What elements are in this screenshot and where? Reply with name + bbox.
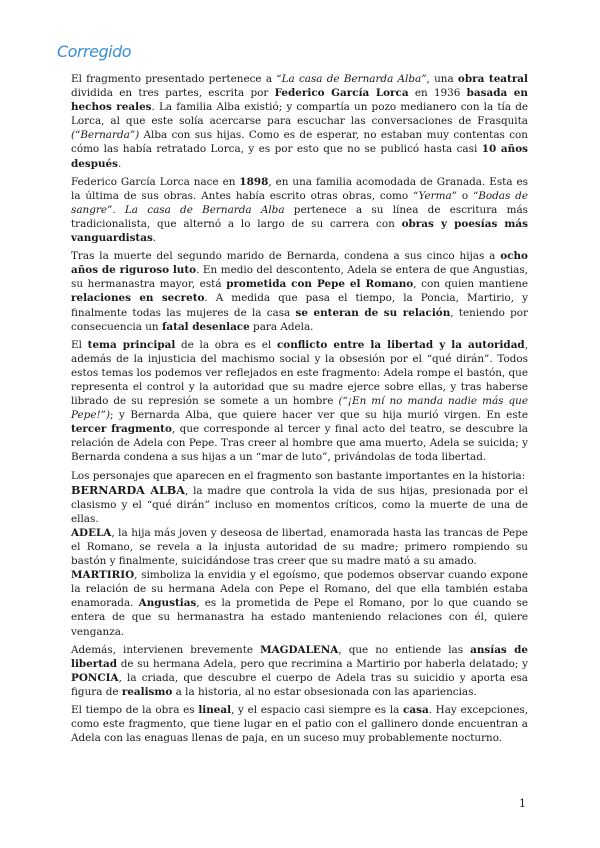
bold-text: ansías de libertad [71, 643, 528, 670]
text-run: . [152, 232, 157, 245]
bold-text: basada en hechos reales [71, 87, 528, 114]
text-run: Alba con sus hijas. Como es de esperar, no estaban muy contentas con cómo las había retratado Lorca, y es por esto que no se publicó hasta casi [71, 129, 528, 156]
text-run: , teniendo por consecuencia un [71, 306, 528, 333]
bold-text: conflicto entre la libertad y la autoridad [276, 338, 525, 351]
bold-text: fatal desenlace [161, 320, 250, 333]
italic-text: (“¡En mí no manda nadie más que Pepe!”) [71, 395, 528, 422]
bold-text: realismo [121, 685, 173, 698]
text-run: , además de la injusticia del machismo social y la obsesión por el “qué dirán”. Todos estos temas los podemos ver reflejados en este fragmento: Adela rompe el bastón, que representa el control y la autoridad que su madre ejerce sobre ellas, y tras haberse librado de su represión se somete a un hombre [71, 338, 529, 408]
text-run: ; y Bernarda Alba, que quiere hacer ver que su hija murió virgen. En este [110, 409, 528, 422]
italic-text: La casa de Bernarda Alba [124, 203, 285, 216]
italic-text: “Yerma” [412, 189, 457, 202]
bold-text: se enteran de su relación [295, 306, 451, 319]
text-run: El fragmento presentado pertenece a [71, 73, 277, 85]
paragraph [71, 249, 528, 334]
text-run: dividida en tres partes, escrita por [71, 87, 275, 100]
bold-text: relaciones en secreto [71, 292, 205, 305]
bold-text: prometida con Pepe el Romano [226, 278, 414, 291]
bold-text: MARTIRIO [71, 569, 135, 582]
text-run: . A medida que pasa el tiempo, la Poncia, Martirio, y finalmente todas las mujeres de la casa [71, 292, 528, 319]
paragraph [71, 175, 528, 245]
bold-text: Federico García Lorca [274, 87, 409, 100]
bold-text: obra teatral [457, 73, 528, 85]
document-body [71, 72, 528, 749]
text-run: , la hija más joven y deseosa de libertad, enamorada hasta las trancas de Pepe el Romano, se revela a la injusta autoridad de su madre; primero rompiendo su bastón y finalmente, suicidándose tras creer que su madre mató a su amado. [71, 526, 528, 568]
italic-text: “Bodas de sangre” [71, 189, 528, 216]
text-run: Los personajes que aparecen en el fragmento son bastante importantes en la historia: [71, 469, 526, 482]
bold-text: Angustias [138, 597, 197, 610]
bold-text: 1898 [239, 175, 269, 188]
text-run: , con quien mantiene [413, 278, 528, 291]
bold-text: obras y poesías más vanguardistas [71, 217, 529, 245]
text-run: , y el espacio casi siempre es la [231, 704, 404, 717]
text-run: en 1936 [408, 87, 467, 100]
text-run: . Hay excepciones, como este fragmento, que tiene lugar en el patio con el gallinero donde encuentran a Adela con las enaguas llenas de paja, en un suceso muy probablemente nocturno. [71, 704, 528, 745]
paragraph [71, 643, 528, 699]
bold-text: tercer fragmento [71, 423, 172, 436]
text-run: El [71, 338, 88, 351]
paragraph [71, 568, 528, 638]
paragraph [71, 703, 528, 745]
text-run: Federico García Lorca nace en [71, 175, 240, 188]
text-run: , que no entiende las [338, 643, 471, 656]
bold-text: PONCIA [71, 671, 119, 684]
text-run: para Adela. [249, 320, 314, 333]
text-run: de la obra es el [175, 338, 277, 351]
bold-text: MAGDALENA [260, 643, 339, 656]
text-run: . [118, 157, 122, 170]
text-run: Además, intervienen brevemente [71, 643, 261, 656]
corregido-stamp: Corregido [57, 42, 132, 61]
bold-text: lineal [198, 704, 232, 717]
text-run: , la criada, que descubre el cuerpo de Adela tras su suicidio y aporta esa figura de [71, 671, 528, 698]
bold-text: BERNARDA ALBA [71, 482, 185, 497]
text-run: Tras la muerte del segundo marido de Bernarda, condena a sus cinco hijas a [71, 250, 501, 263]
page-number: 1 [519, 797, 526, 810]
text-run: , simboliza la envidia y el egoísmo, que podemos observar cuando expone la relación de su hermana Adela con Pepe el Romano, del que ella también estaba enamorada. [71, 569, 528, 610]
text-run: . En medio del descontento, Adela se entera de que Angustias, su hermanastra mayor, está [71, 264, 528, 291]
italic-text: “La casa de Bernarda Alba” [276, 73, 427, 85]
bold-text: casa [403, 704, 429, 717]
text-run: , es la prometida de Pepe el Romano, por lo que cuando se entera de que su hermanastra ha estado manteniendo relaciones con él, quiere venganza. [71, 597, 528, 638]
text-run: , una [426, 73, 458, 85]
text-run: , en una familia acomodada de Granada. Esta es la última de sus obras. Antes había escrito otras obras, como [71, 175, 528, 202]
paragraph [71, 526, 528, 568]
text-run: de su hermana Adela, pero que recrimina a Martirio por haberla delatado; y [117, 657, 528, 670]
bold-text: ocho años de riguroso luto [71, 250, 528, 277]
text-run: . [112, 203, 125, 216]
text-run: , que corresponde al tercer y final acto del teatro, se descubre la relación de Adela con Pepe. Tras creer al hombre que ama muerto, Adela se suicida; y Bernarda condena a sus hijas a un “mar de luto”, privándolas de toda libertad. [71, 423, 529, 464]
text-run: . La familia Alba existió; y compartía un pozo medianero con la tía de Lorca, al que este solía acercarse para escuchar las conversaciones de Frasquita [71, 101, 529, 128]
text-run: o [457, 189, 473, 202]
text-run: pertenece a su línea de escritura más tradicionalista, que alternó a lo largo de su carrera con [71, 203, 529, 230]
paragraph [71, 72, 528, 171]
paragraph [71, 338, 528, 465]
bold-text: 10 años después [71, 143, 528, 170]
bold-text: ADELA [71, 526, 112, 539]
text-run: El tiempo de la obra es [71, 704, 199, 717]
text-run: a la historia, al no estar obsesionada con las apariencias. [172, 685, 477, 698]
paragraph [71, 469, 528, 483]
bold-text: tema principal [87, 338, 176, 351]
paragraph [71, 483, 528, 526]
text-run: , la madre que controla la vida de sus hijas, presionada por el clasismo y el “qué dirán” incluso en momentos críticos, como la muerte de una de ellas. [71, 484, 528, 525]
italic-text: (“Bernarda”) [71, 129, 140, 142]
